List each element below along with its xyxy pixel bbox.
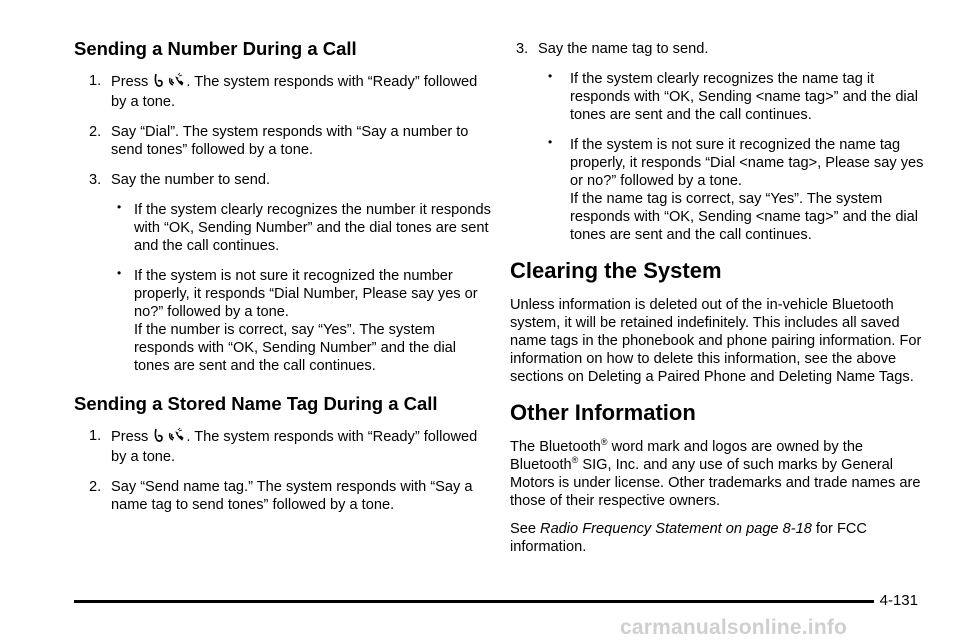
footer-rule — [74, 600, 918, 603]
registered-mark: ® — [600, 437, 608, 447]
step-text: Say “Dial”. The system responds with “Say a number to send tones” followed by a tone. — [111, 124, 469, 158]
step-text: Press — [111, 429, 149, 445]
registered-mark: ® — [571, 455, 579, 465]
step-text: . The system responds with “Ready” followed by a tone. — [111, 429, 478, 465]
paragraph-text: See — [510, 521, 541, 537]
paragraph-text: word mark and logos are owned by the Bluetooth — [510, 439, 864, 473]
section-heading: Sending a Number During a Call — [74, 38, 357, 59]
bullet-text: If the name tag is correct, say “Yes”. The system responds with “OK, Sending <name tag>” and the dial tones are sent and the call continues. — [570, 191, 919, 243]
step-number: 1. — [89, 428, 102, 444]
step-number: 1. — [89, 73, 102, 89]
phone-voice-icon — [167, 72, 185, 93]
paragraph-text: for FCC information. — [510, 521, 867, 555]
bullet-dot-icon: • — [117, 200, 122, 214]
step-text: Say the number to send. — [111, 172, 271, 188]
section-heading: Sending a Stored Name Tag During a Call — [74, 393, 438, 414]
paragraph-text: The Bluetooth — [510, 439, 601, 455]
step-number: 3. — [89, 172, 102, 188]
phone-voice-icon — [167, 427, 185, 448]
watermark: carmanualsonline.info — [620, 616, 848, 639]
left-column — [74, 38, 494, 526]
step-text: . The system responds with “Ready” followed by a tone. — [111, 74, 478, 110]
step-item — [74, 427, 494, 466]
bullet-text: If the system clearly recognizes the number it responds with “OK, Sending Number” and the dial tones are sent and the call continues. — [134, 202, 491, 254]
step-text: Press — [111, 74, 149, 90]
section-heading: Other Information — [510, 400, 696, 425]
see-reference-paragraph — [510, 520, 930, 556]
page-reference-link[interactable]: Radio Frequency Statement on page 8-18 — [540, 521, 812, 537]
step-item — [74, 72, 494, 111]
bullet-item — [74, 267, 494, 375]
bullet-item — [510, 136, 930, 244]
bullet-item — [74, 201, 494, 255]
step-item — [74, 123, 494, 159]
page-number: 4-131 — [874, 592, 918, 609]
paragraph-text: SIG, Inc. and any use of such marks by General Motors is under license. Other trademarks and trade names are those of their respective owners. — [510, 457, 921, 509]
step-item — [510, 40, 930, 58]
step-number: 2. — [89, 124, 102, 140]
bullet-dot-icon: • — [548, 69, 553, 83]
bullet-text: If the system is not sure it recognized the name tag properly, it responds “Dial <name tag>, Please say yes or no?” followed by a tone. — [570, 137, 924, 189]
bullet-text: If the system is not sure it recognized the number properly, it responds “Dial Number, Please say yes or no?” followed by a tone. — [134, 268, 478, 320]
bullet-text: If the number is correct, say “Yes”. The system responds with “OK, Sending Number” and the dial tones are sent and the call continues. — [134, 322, 457, 374]
step-text: Say the name tag to send. — [538, 41, 709, 57]
bullet-dot-icon: • — [548, 135, 553, 149]
push-to-talk-icon — [153, 427, 165, 448]
bullet-dot-icon: • — [117, 266, 122, 280]
trademark-paragraph — [510, 438, 930, 510]
step-number: 2. — [89, 479, 102, 495]
step-item — [74, 478, 494, 514]
section-heading: Clearing the System — [510, 258, 722, 283]
bullet-item — [510, 70, 930, 124]
bullet-text: If the system clearly recognizes the name tag it responds with “OK, Sending <name tag>” and the dial tones are sent and the call continues. — [570, 71, 919, 123]
push-to-talk-icon — [153, 72, 165, 93]
clearing-paragraph: Unless information is deleted out of the in-vehicle Bluetooth system, it will be retained indefinitely. This includes all saved name tags in the phonebook and phone pairing information. For information on how to delete this information, see the above sections on Deleting a Paired Phone and Deleting Name Tags. — [510, 297, 922, 385]
right-column — [510, 40, 930, 566]
step-number: 3. — [516, 41, 529, 57]
step-text: Say “Send name tag.” The system responds with “Say a name tag to send tones” followed by a tone. — [111, 479, 473, 513]
step-item — [74, 171, 494, 189]
